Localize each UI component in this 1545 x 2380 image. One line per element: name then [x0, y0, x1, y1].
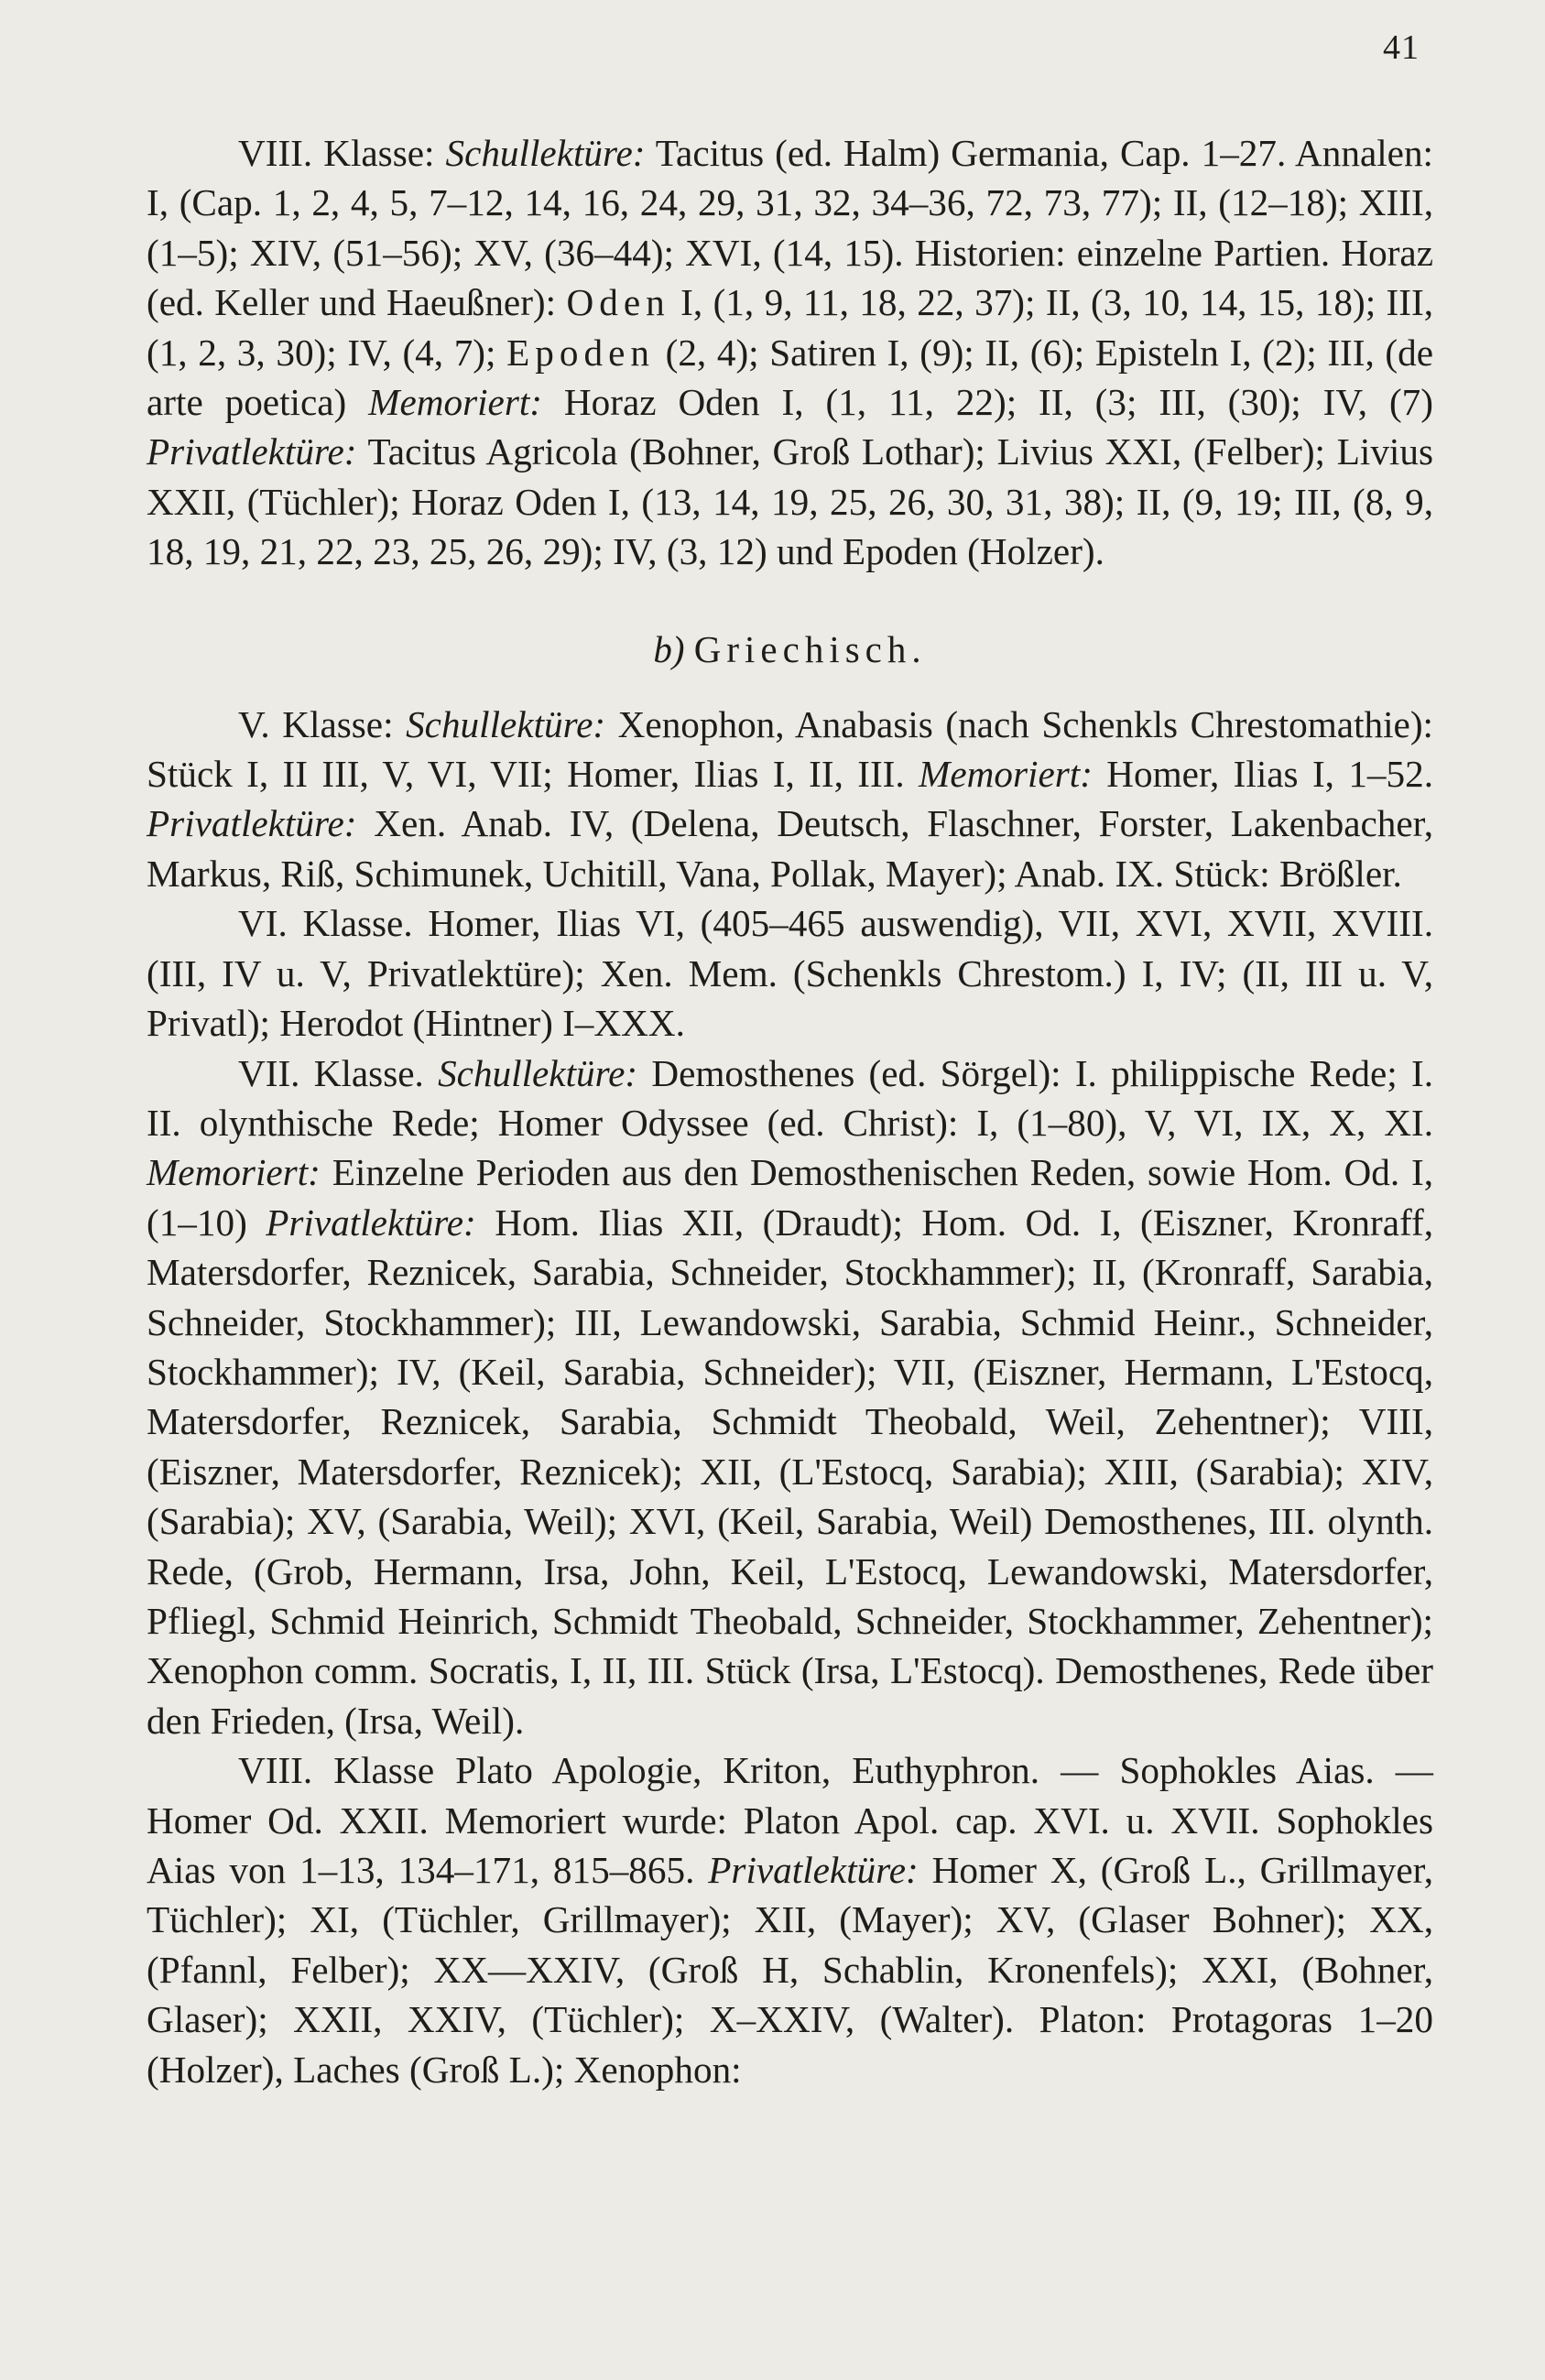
page-content: [147, 128, 1433, 2094]
paragraph-greek-viii-klasse: VIII. Klasse Plato Apologie, Kriton, Euthyphron. — Sophokles Aias. — Homer Od. XXII. Memoriert wurde: Platon Apol. cap. XVI. u. XVII. Sophokles Aias von 1–13, 134–171, 815–865. Privatlektüre: Homer X, (Groß L., Grillmayer, Tüchler); XI, (Tüchler, Grillmayer); XII, (Mayer); XV, (Glaser Bohner); XX, (Pfannl, Felber); XX—XXIV, (Groß H, Schablin, Kronenfels); XXI, (Bohner, Glaser); XXII, XXIV, (Tüchler); X–XXIV, (Walter). Platon: Protagoras 1–20 (Holzer), Laches (Groß L.); Xenophon:: [147, 1749, 1434, 2091]
page-number: 41: [1383, 28, 1420, 67]
paragraph-greek-vi-klasse: VI. Klasse. Homer, Ilias VI, (405–465 auswendig), VII, XVI, XVII, XVIII. (III, IV u. V, Privatlektüre); Xen. Mem. (Schenkls Chrestom.) I, IV; (II, III u. V, Privatl); Herodot (Hintner) I–XXX.: [147, 902, 1433, 1045]
paragraph-latin-viii-klasse: VIII. Klasse: Schullektüre: Tacitus (ed. Halm) Germania, Cap. 1–27. Annalen: I, (Cap. 1, 2, 4, 5, 7–12, 14, 16, 24, 29, 31, 32, 34–36, 72, 73, 77); II, (12–18); XIII, (1–5); XIV, (51–56); XV, (36–44); XVI, (14, 15). Historien: einzelne Partien. Horaz (ed. Keller und Haeußner): Oden I, (1, 9, 11, 18, 22, 37); II, (3, 10, 14, 15, 18); III, (1, 2, 3, 30); IV, (4, 7); Epoden (2, 4); Satiren I, (9); II, (6); Episteln I, (2); III, (de arte poetica) Memoriert: Horaz Oden I, (1, 11, 22); II, (3; III, (30); IV, (7) Privatlektüre: Tacitus Agricola (Bohner, Groß Lothar); Livius XXI, (Felber); Livius XXII, (Tüchler); Horaz Oden I, (13, 14, 19, 25, 26, 30, 31, 38); II, (9, 19; III, (8, 9, 18, 19, 21, 22, 23, 25, 26, 29); IV, (3, 12) und Epoden (Holzer).: [147, 132, 1434, 573]
paragraph-greek-vii-klasse: VII. Klasse. Schullektüre: Demosthenes (ed. Sörgel): I. philippische Rede; I. II. olynthische Rede; Homer Odyssee (ed. Christ): I, (1–80), V, VI, IX, X, XI. Memoriert: Einzelne Perioden aus den Demosthenischen Reden, sowie Hom. Od. I, (1–10) Privatlektüre: Hom. Ilias XII, (Draudt); Hom. Od. I, (Eiszner, Kronraff, Matersdorfer, Reznicek, Sarabia, Schneider, Stockhammer); II, (Kronraff, Sarabia, Schneider, Stockhammer); III, Lewandowski, Sarabia, Schmid Heinr., Schneider, Stockhammer); IV, (Keil, Sarabia, Schneider); VII, (Eiszner, Hermann, L'Estocq, Matersdorfer, Reznicek, Sarabia, Schmidt Theobald, Weil, Zehentner); VIII, (Eiszner, Matersdorfer, Reznicek); XII, (L'Estocq, Sarabia); XIII, (Sarabia); XIV, (Sarabia); XV, (Sarabia, Weil); XVI, (Keil, Sarabia, Weil) Demosthenes, III. olynth. Rede, (Grob, Hermann, Irsa, John, Keil, L'Estocq, Lewandowski, Matersdorfer, Pfliegl, Schmid Heinrich, Schmidt Theobald, Schneider, Stockhammer, Zehentner); Xenophon comm. Socratis, I, II, III. Stück (Irsa, L'Estocq). Demosthenes, Rede über den Frieden, (Irsa, Weil).: [147, 1051, 1434, 1742]
paragraph-greek-v-klasse: V. Klasse: Schullektüre: Xenophon, Anabasis (nach Schenkls Chrestomathie): Stück I, II III, V, VI, VII; Homer, Ilias I, II, III. Memoriert: Homer, Ilias I, 1–52. Privatlektüre: Xen. Anab. IV, (Delena, Deutsch, Flaschner, Forster, Lakenbacher, Markus, Riß, Schimunek, Uchitill, Vana, Pollak, Mayer); Anab. IX. Stück: Brößler.: [147, 702, 1433, 895]
section-heading-griechisch: b) Griechisch.: [653, 627, 927, 670]
